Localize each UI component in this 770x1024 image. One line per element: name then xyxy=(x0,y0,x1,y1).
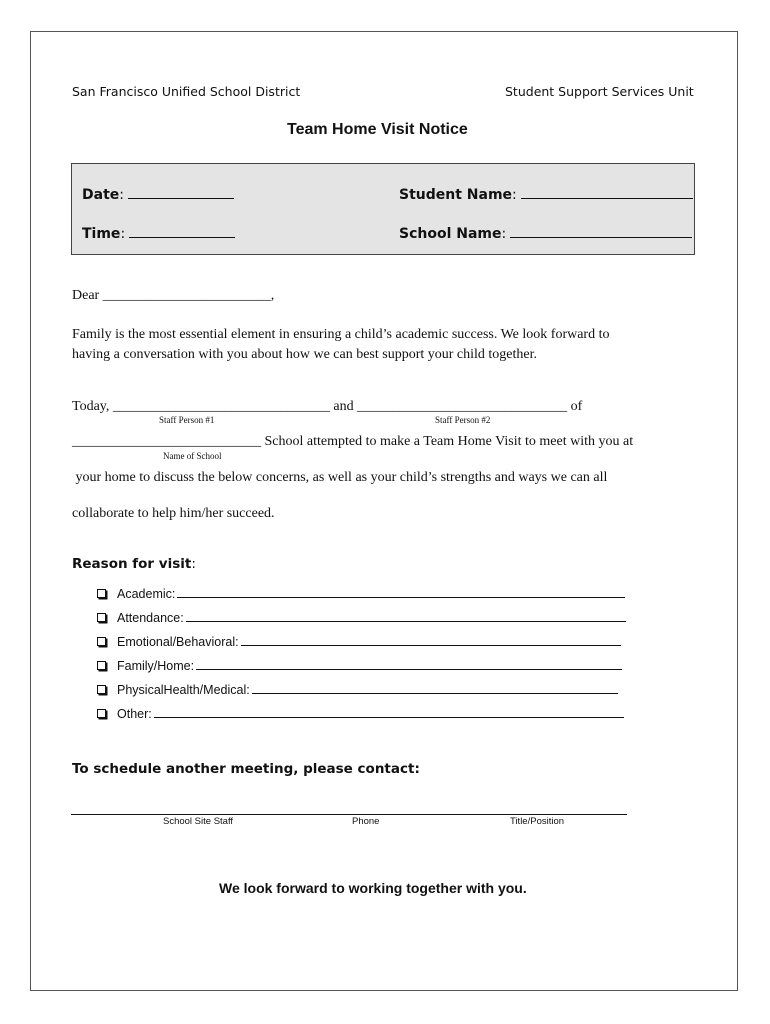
reason-blank[interactable] xyxy=(177,587,625,598)
reason-item-attendance[interactable] xyxy=(97,611,626,625)
date-colon: : xyxy=(119,187,124,203)
school-name-blank[interactable] xyxy=(510,225,692,238)
student-name-blank[interactable] xyxy=(521,186,693,199)
reason-blank[interactable] xyxy=(252,683,618,694)
closing-line: We look forward to working together with you. xyxy=(219,880,527,896)
date-label: Date xyxy=(82,187,120,203)
contact-caption-title: Title/Position xyxy=(510,816,565,827)
staff2-caption: Staff Person #2 xyxy=(435,415,491,425)
school-sentence: School attempted to make a Team Home Visit to meet with you at xyxy=(264,434,634,449)
salutation xyxy=(72,286,274,306)
school-name-label: School Name xyxy=(399,226,502,242)
school-name-colon: : xyxy=(501,226,507,242)
reason-blank[interactable] xyxy=(154,707,624,718)
reason-heading-text: Reason for visit xyxy=(72,556,192,572)
and-text: and xyxy=(333,399,354,414)
time-blank[interactable] xyxy=(129,225,235,238)
today-text: Today, xyxy=(72,399,110,414)
checkbox-icon[interactable] xyxy=(97,637,106,646)
checkbox-icon[interactable] xyxy=(97,685,106,694)
staff1-caption: Staff Person #1 xyxy=(159,415,215,425)
student-name-colon: : xyxy=(512,187,517,203)
contact-heading: To schedule another meeting, please contact: xyxy=(72,761,420,777)
checkbox-icon[interactable] xyxy=(97,613,106,622)
paragraph-line: collaborate to help him/her succeed. xyxy=(72,506,275,521)
reason-blank[interactable] xyxy=(196,659,622,670)
unit-name: Student Support Services Unit xyxy=(505,84,694,99)
reason-item-academic[interactable] xyxy=(97,587,625,601)
reason-label: Attendance: xyxy=(117,611,184,625)
reason-label: Other: xyxy=(117,707,152,721)
reason-item-health[interactable] xyxy=(97,683,618,697)
checkbox-icon[interactable] xyxy=(97,661,106,670)
contact-caption-staff: School Site Staff xyxy=(163,816,234,827)
reason-item-other[interactable] xyxy=(97,707,624,721)
reason-blank[interactable] xyxy=(241,635,621,646)
staff2-blank[interactable]: ______________________________ xyxy=(357,399,568,414)
student-name-field[interactable] xyxy=(399,186,693,203)
reason-heading xyxy=(72,556,196,572)
school-blank[interactable]: ___________________________ xyxy=(72,434,261,449)
date-blank[interactable] xyxy=(128,186,234,199)
contact-caption-phone: Phone xyxy=(352,816,380,827)
paragraph-line: your home to discuss the below concerns, as well as your child’s strengths and ways we can all xyxy=(72,470,608,485)
document-page xyxy=(30,31,738,991)
school-line xyxy=(72,432,633,452)
reason-label: Emotional/Behavioral: xyxy=(117,635,239,649)
paragraph-line: Family is the most essential element in ensuring a child’s academic success. We look forward to xyxy=(72,327,610,342)
reason-heading-colon: : xyxy=(191,556,196,572)
checkbox-icon[interactable] xyxy=(97,709,106,718)
reason-item-family[interactable] xyxy=(97,659,622,673)
reason-blank[interactable] xyxy=(186,611,626,622)
time-field[interactable] xyxy=(82,225,235,242)
date-field[interactable] xyxy=(82,186,234,203)
page-title: Team Home Visit Notice xyxy=(287,121,468,138)
student-name-label: Student Name xyxy=(399,187,513,203)
dear-text: Dear xyxy=(72,288,100,303)
school-caption: Name of School xyxy=(163,451,222,461)
reason-label: PhysicalHealth/Medical: xyxy=(117,683,250,697)
district-name: San Francisco Unified School District xyxy=(72,84,301,99)
contact-line[interactable] xyxy=(71,814,627,815)
time-label: Time xyxy=(82,226,121,242)
info-box xyxy=(71,163,695,255)
checkbox-icon[interactable] xyxy=(97,589,106,598)
dear-blank[interactable]: ________________________, xyxy=(102,288,275,303)
time-colon: : xyxy=(120,226,126,242)
of-text: of xyxy=(570,399,583,414)
today-line xyxy=(72,397,582,417)
paragraph-line: having a conversation with you about how we can best support your child together. xyxy=(72,347,538,362)
reason-label: Family/Home: xyxy=(117,659,195,673)
reason-label: Academic: xyxy=(117,587,176,601)
reason-item-emotional[interactable] xyxy=(97,635,621,649)
staff1-blank[interactable]: _______________________________ xyxy=(112,399,330,414)
school-name-field[interactable] xyxy=(399,225,692,242)
